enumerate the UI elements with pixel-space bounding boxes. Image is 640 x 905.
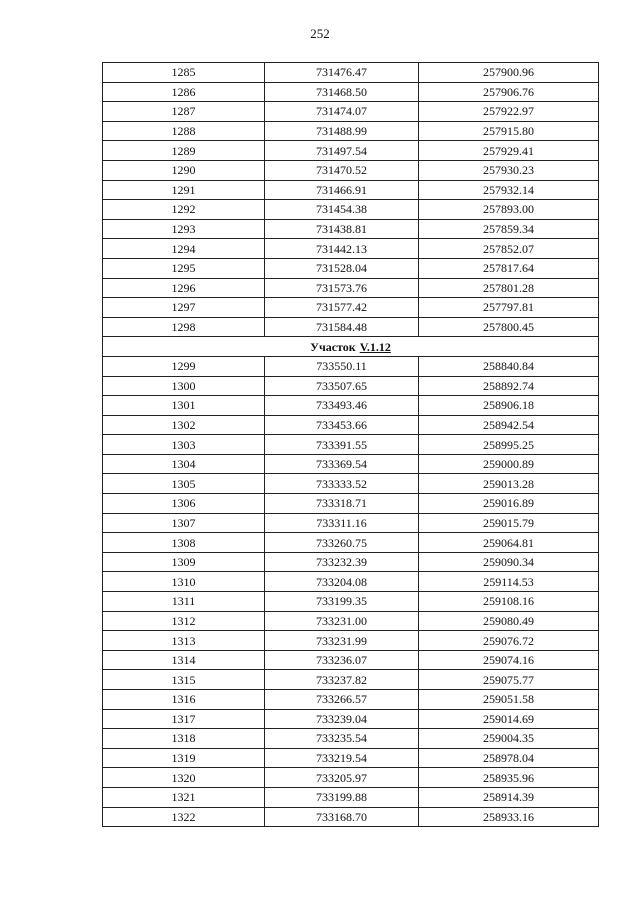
point-number-cell: 1301 [103, 396, 265, 416]
section-header-row [103, 337, 599, 357]
table-row [103, 474, 599, 494]
point-number-cell: 1288 [103, 121, 265, 141]
table-row [103, 258, 599, 278]
y-coordinate-cell: 257929.41 [419, 141, 599, 161]
table-row [103, 219, 599, 239]
x-coordinate-cell: 733369.54 [265, 454, 419, 474]
y-coordinate-cell: 259015.79 [419, 513, 599, 533]
y-coordinate-cell: 257906.76 [419, 82, 599, 102]
x-coordinate-cell: 733231.00 [265, 611, 419, 631]
y-coordinate-cell: 257893.00 [419, 200, 599, 220]
point-number-cell: 1304 [103, 454, 265, 474]
point-number-cell: 1315 [103, 670, 265, 690]
table-row [103, 552, 599, 572]
table-row [103, 709, 599, 729]
x-coordinate-cell: 733318.71 [265, 494, 419, 514]
point-number-cell: 1309 [103, 552, 265, 572]
y-coordinate-cell: 258995.25 [419, 435, 599, 455]
table-row [103, 729, 599, 749]
point-number-cell: 1303 [103, 435, 265, 455]
y-coordinate-cell: 259064.81 [419, 533, 599, 553]
point-number-cell: 1310 [103, 572, 265, 592]
table-row [103, 650, 599, 670]
y-coordinate-cell: 257932.14 [419, 180, 599, 200]
y-coordinate-cell: 257852.07 [419, 239, 599, 259]
table-row [103, 768, 599, 788]
x-coordinate-cell: 733333.52 [265, 474, 419, 494]
point-number-cell: 1321 [103, 787, 265, 807]
x-coordinate-cell: 733239.04 [265, 709, 419, 729]
x-coordinate-cell: 731577.42 [265, 298, 419, 318]
y-coordinate-cell: 259051.58 [419, 690, 599, 710]
y-coordinate-cell: 257859.34 [419, 219, 599, 239]
y-coordinate-cell: 259004.35 [419, 729, 599, 749]
point-number-cell: 1291 [103, 180, 265, 200]
x-coordinate-cell: 731497.54 [265, 141, 419, 161]
y-coordinate-cell: 259013.28 [419, 474, 599, 494]
x-coordinate-cell: 731584.48 [265, 317, 419, 337]
y-coordinate-cell: 257915.80 [419, 121, 599, 141]
table-row [103, 435, 599, 455]
y-coordinate-cell: 259014.69 [419, 709, 599, 729]
x-coordinate-cell: 733199.35 [265, 592, 419, 612]
point-number-cell: 1313 [103, 631, 265, 651]
x-coordinate-cell: 731573.76 [265, 278, 419, 298]
y-coordinate-cell: 259114.53 [419, 572, 599, 592]
x-coordinate-cell: 733168.70 [265, 807, 419, 827]
table-row [103, 239, 599, 259]
point-number-cell: 1322 [103, 807, 265, 827]
table-row [103, 631, 599, 651]
y-coordinate-cell: 258892.74 [419, 376, 599, 396]
table-row [103, 356, 599, 376]
y-coordinate-cell: 257900.96 [419, 63, 599, 83]
y-coordinate-cell: 258978.04 [419, 748, 599, 768]
table-row [103, 670, 599, 690]
point-number-cell: 1318 [103, 729, 265, 749]
point-number-cell: 1314 [103, 650, 265, 670]
table-row [103, 317, 599, 337]
point-number-cell: 1296 [103, 278, 265, 298]
point-number-cell: 1308 [103, 533, 265, 553]
table-row [103, 160, 599, 180]
y-coordinate-cell: 259076.72 [419, 631, 599, 651]
point-number-cell: 1300 [103, 376, 265, 396]
table-row [103, 533, 599, 553]
x-coordinate-cell: 733550.11 [265, 356, 419, 376]
y-coordinate-cell: 257817.64 [419, 258, 599, 278]
y-coordinate-cell: 257800.45 [419, 317, 599, 337]
x-coordinate-cell: 731476.47 [265, 63, 419, 83]
point-number-cell: 1287 [103, 102, 265, 122]
y-coordinate-cell: 259108.16 [419, 592, 599, 612]
y-coordinate-cell: 259016.89 [419, 494, 599, 514]
y-coordinate-cell: 257797.81 [419, 298, 599, 318]
point-number-cell: 1305 [103, 474, 265, 494]
y-coordinate-cell: 258840.84 [419, 356, 599, 376]
y-coordinate-cell: 259000.89 [419, 454, 599, 474]
x-coordinate-cell: 733232.39 [265, 552, 419, 572]
x-coordinate-cell: 731528.04 [265, 258, 419, 278]
x-coordinate-cell: 731438.81 [265, 219, 419, 239]
point-number-cell: 1312 [103, 611, 265, 631]
section-code: V.1.12 [359, 339, 391, 354]
y-coordinate-cell: 258935.96 [419, 768, 599, 788]
point-number-cell: 1306 [103, 494, 265, 514]
coordinates-table-body [103, 63, 599, 827]
x-coordinate-cell: 733453.66 [265, 415, 419, 435]
y-coordinate-cell: 259074.16 [419, 650, 599, 670]
x-coordinate-cell: 733204.08 [265, 572, 419, 592]
x-coordinate-cell: 731488.99 [265, 121, 419, 141]
x-coordinate-cell: 731454.38 [265, 200, 419, 220]
table-row [103, 572, 599, 592]
x-coordinate-cell: 733199.88 [265, 787, 419, 807]
x-coordinate-cell: 733507.65 [265, 376, 419, 396]
x-coordinate-cell: 733231.99 [265, 631, 419, 651]
x-coordinate-cell: 731474.07 [265, 102, 419, 122]
point-number-cell: 1317 [103, 709, 265, 729]
point-number-cell: 1302 [103, 415, 265, 435]
point-number-cell: 1319 [103, 748, 265, 768]
table-row [103, 298, 599, 318]
section-header-cell [103, 337, 599, 357]
table-row [103, 748, 599, 768]
x-coordinate-cell: 731470.52 [265, 160, 419, 180]
table-row [103, 454, 599, 474]
coordinates-table [102, 62, 599, 827]
point-number-cell: 1311 [103, 592, 265, 612]
point-number-cell: 1285 [103, 63, 265, 83]
point-number-cell: 1293 [103, 219, 265, 239]
table-row [103, 807, 599, 827]
point-number-cell: 1286 [103, 82, 265, 102]
table-row [103, 690, 599, 710]
table-row [103, 180, 599, 200]
point-number-cell: 1289 [103, 141, 265, 161]
x-coordinate-cell: 733493.46 [265, 396, 419, 416]
table-row [103, 611, 599, 631]
x-coordinate-cell: 733266.57 [265, 690, 419, 710]
table-row [103, 376, 599, 396]
x-coordinate-cell: 731442.13 [265, 239, 419, 259]
page-number: 252 [310, 26, 330, 41]
section-label: Участок [310, 339, 356, 354]
x-coordinate-cell: 733260.75 [265, 533, 419, 553]
table-row [103, 141, 599, 161]
point-number-cell: 1298 [103, 317, 265, 337]
y-coordinate-cell: 257922.97 [419, 102, 599, 122]
x-coordinate-cell: 731468.50 [265, 82, 419, 102]
table-row [103, 63, 599, 83]
table-row [103, 494, 599, 514]
table-row [103, 102, 599, 122]
point-number-cell: 1290 [103, 160, 265, 180]
table-row [103, 121, 599, 141]
table-row [103, 278, 599, 298]
point-number-cell: 1292 [103, 200, 265, 220]
table-row [103, 396, 599, 416]
point-number-cell: 1297 [103, 298, 265, 318]
x-coordinate-cell: 733205.97 [265, 768, 419, 788]
y-coordinate-cell: 258933.16 [419, 807, 599, 827]
point-number-cell: 1299 [103, 356, 265, 376]
point-number-cell: 1320 [103, 768, 265, 788]
x-coordinate-cell: 733236.07 [265, 650, 419, 670]
y-coordinate-cell: 257930.23 [419, 160, 599, 180]
table-row [103, 787, 599, 807]
y-coordinate-cell: 259080.49 [419, 611, 599, 631]
table-row [103, 415, 599, 435]
y-coordinate-cell: 258914.39 [419, 787, 599, 807]
x-coordinate-cell: 733235.54 [265, 729, 419, 749]
x-coordinate-cell: 731466.91 [265, 180, 419, 200]
point-number-cell: 1307 [103, 513, 265, 533]
y-coordinate-cell: 259090.34 [419, 552, 599, 572]
table-row [103, 592, 599, 612]
y-coordinate-cell: 257801.28 [419, 278, 599, 298]
table-row [103, 200, 599, 220]
x-coordinate-cell: 733237.82 [265, 670, 419, 690]
point-number-cell: 1295 [103, 258, 265, 278]
x-coordinate-cell: 733219.54 [265, 748, 419, 768]
y-coordinate-cell: 258906.18 [419, 396, 599, 416]
table-row [103, 82, 599, 102]
x-coordinate-cell: 733391.55 [265, 435, 419, 455]
point-number-cell: 1294 [103, 239, 265, 259]
y-coordinate-cell: 258942.54 [419, 415, 599, 435]
y-coordinate-cell: 259075.77 [419, 670, 599, 690]
x-coordinate-cell: 733311.16 [265, 513, 419, 533]
point-number-cell: 1316 [103, 690, 265, 710]
table-row [103, 513, 599, 533]
